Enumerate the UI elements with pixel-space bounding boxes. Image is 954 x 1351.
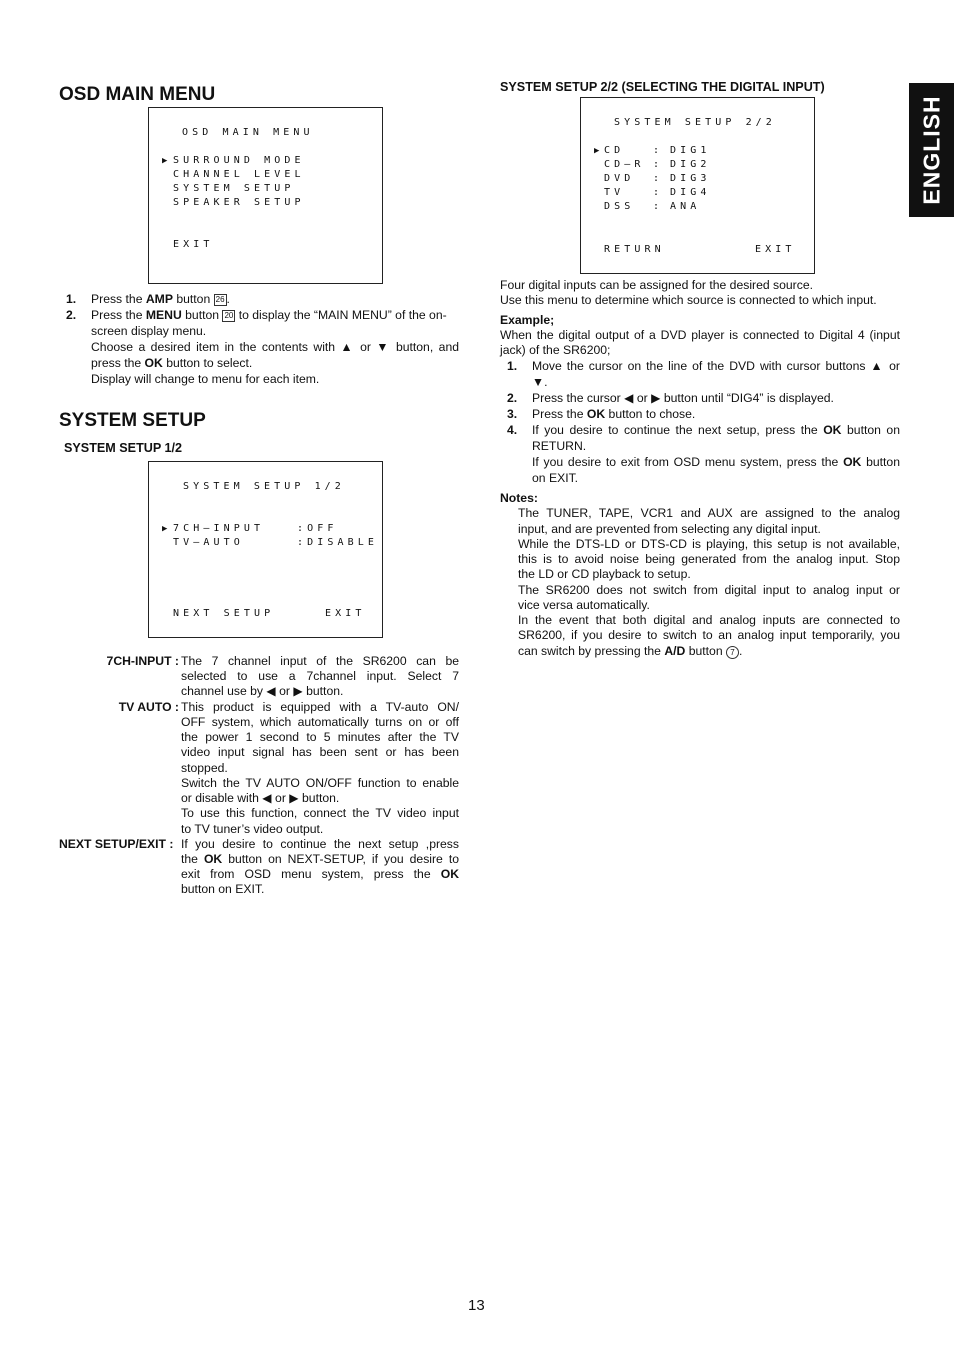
system-setup-heading: SYSTEM SETUP [59, 410, 206, 431]
note-line: The SR6200 does not switch from digital input to analog input or [518, 583, 900, 597]
cursor-icon: ▶ [162, 156, 168, 166]
def-line: the OK button on NEXT-SETUP, if you desire to [181, 852, 459, 866]
separator: : [653, 201, 664, 212]
step-number: 2. [66, 308, 77, 322]
menu-item-tv-auto: TV–AUTO [173, 537, 244, 548]
menu-value-tv-auto: :DISABLE [297, 537, 378, 548]
language-tab [909, 83, 954, 217]
menu-item-exit: EXIT [173, 239, 214, 250]
separator: : [653, 187, 664, 198]
step-line: on EXIT. [532, 471, 579, 485]
def-line: stopped. [181, 761, 228, 775]
value-dig1: DIG1 [670, 145, 711, 156]
example-line: jack) of the SR6200; [500, 343, 611, 357]
step-number: 3. [507, 407, 518, 421]
source-dss: DSS [604, 201, 635, 212]
example-label: Example; [500, 313, 555, 327]
osd-screen-title: OSD MAIN MENU [182, 127, 314, 138]
step-number: 4. [507, 423, 518, 437]
note-line: The TUNER, TAPE, VCR1 and AUX are assigned to the analog [518, 506, 900, 520]
def-label-tv-auto: TV AUTO : [118, 700, 179, 714]
menu-item-return: RETURN [604, 244, 665, 255]
step-number: 2. [507, 391, 518, 405]
intro-line: Four digital inputs can be assigned for the desired source. [500, 278, 813, 292]
notes-label: Notes: [500, 491, 538, 505]
step-2-line: press the OK button to select. [91, 356, 253, 370]
menu-item-speaker-setup: SPEAKER SETUP [173, 197, 305, 208]
def-line: or disable with ◀ or ▶ button. [181, 791, 340, 805]
note-line: the LD or CD playback to setup. [518, 567, 691, 581]
value-ana: ANA [670, 201, 701, 212]
menu-item-next-setup: NEXT SETUP [173, 608, 275, 619]
note-line: While the DTS-LD or DTS-CD is playing, this setup is not available, [518, 537, 900, 551]
step-2-line: Choose a desired item in the contents with ▲ or ▼ button, and [91, 340, 459, 354]
menu-item-exit: EXIT [755, 244, 796, 255]
step-2-line: screen display menu. [91, 324, 207, 338]
osd-screen-title: SYSTEM SETUP 2/2 [614, 117, 776, 128]
step-number: 1. [507, 359, 518, 373]
note-line: vice versa automatically. [518, 598, 650, 612]
example-line: When the digital output of a DVD player is connected to Digital 4 (input [500, 328, 900, 342]
separator: : [653, 173, 664, 184]
source-cd: CD [604, 145, 625, 156]
step-line: Press the OK button to chose. [532, 407, 696, 421]
separator: : [653, 145, 664, 156]
system-setup-2-screen [580, 97, 815, 274]
def-line: button on EXIT. [181, 882, 265, 896]
step-line: Move the cursor on the line of the DVD with cursor buttons ▲ or [532, 359, 900, 373]
step-number: 1. [66, 292, 77, 306]
step-2-text: Press the MENU button 20 to display the “MAIN MENU” of the on- [91, 308, 447, 322]
menu-item-channel-level: CHANNEL LEVEL [173, 169, 305, 180]
system-setup-1-screen [148, 461, 383, 638]
def-label-next-setup-exit: NEXT SETUP/EXIT : [59, 837, 174, 851]
menu-item-7ch-input: 7CH–INPUT [173, 523, 265, 534]
note-line: input, and are prevented from selecting any digital input. [518, 522, 821, 536]
step-line: RETURN. [532, 439, 587, 453]
def-line: The 7 channel input of the SR6200 can be [181, 654, 459, 668]
def-line: To use this function, connect the TV video input [181, 806, 459, 820]
menu-item-system-setup: SYSTEM SETUP [173, 183, 295, 194]
ad-button-ref: 7 [726, 646, 739, 659]
language-tab-label: ENGLISH [917, 95, 944, 205]
def-line: exit from OSD menu system, press the OK [181, 867, 459, 881]
menu-button-ref: 20 [224, 311, 234, 320]
def-line: OFF system, which automatically turns on or off [181, 715, 459, 729]
def-line: the power 1 second to 5 minutes after the TV [181, 730, 459, 744]
step-1-text: Press the AMP button 26 . [91, 292, 230, 306]
system-setup-2-heading: SYSTEM SETUP 2/2 (SELECTING THE DIGITAL INPUT) [500, 80, 825, 94]
def-line: This product is equipped with a TV-auto ON/ [181, 700, 459, 714]
cursor-icon: ▶ [162, 524, 168, 534]
def-line: channel use by ◀ or ▶ button. [181, 684, 344, 698]
menu-item-surround-mode: SURROUND MODE [173, 155, 305, 166]
intro-line: Use this menu to determine which source is connected to which input. [500, 293, 877, 307]
def-line: selected to use a 7channel input. Select 7 [181, 669, 459, 683]
step-line: If you desire to continue the next setup, press the OK button on [532, 423, 900, 437]
note-line: can switch by pressing the A/D button 7 . [518, 644, 743, 658]
def-line: Switch the TV AUTO ON/OFF function to enable [181, 776, 459, 790]
menu-item-exit: EXIT [325, 608, 366, 619]
step-line: Press the cursor ◀ or ▶ button until “DIG4” is displayed. [532, 391, 834, 405]
note-line: SR6200, if you desire to switch to an analog input temporarily, you [518, 628, 900, 642]
step-2-line: Display will change to menu for each item. [91, 372, 320, 386]
def-line: If you desire to continue the next setup ,press [181, 837, 459, 851]
note-line: this is to avoid noise being generated from the analog input. Stop [518, 552, 900, 566]
def-line: video input signal has been sent or has been [181, 745, 459, 759]
menu-value-7ch-input: :OFF [297, 523, 338, 534]
page-number: 13 [468, 1297, 485, 1314]
note-line: In the event that both digital and analog inputs are connected to [518, 613, 900, 627]
amp-button-ref: 26 [215, 295, 225, 304]
cursor-icon: ▶ [594, 146, 600, 156]
source-tv: TV [604, 187, 625, 198]
osd-main-menu-heading: OSD MAIN MENU [59, 84, 216, 105]
osd-main-menu-screen [148, 107, 383, 284]
value-dig3: DIG3 [670, 173, 711, 184]
def-label-7ch-input: 7CH-INPUT : [106, 654, 179, 668]
separator: : [653, 159, 664, 170]
source-cd-r: CD–R [604, 159, 645, 170]
osd-screen-title: SYSTEM SETUP 1/2 [183, 481, 345, 492]
value-dig4: DIG4 [670, 187, 711, 198]
def-line: to TV tuner’s video output. [181, 822, 324, 836]
system-setup-1-subheading: SYSTEM SETUP 1/2 [64, 441, 183, 455]
source-dvd: DVD [604, 173, 635, 184]
step-line: If you desire to exit from OSD menu system, press the OK button [532, 455, 900, 469]
step-line: ▼. [532, 375, 548, 389]
value-dig2: DIG2 [670, 159, 711, 170]
